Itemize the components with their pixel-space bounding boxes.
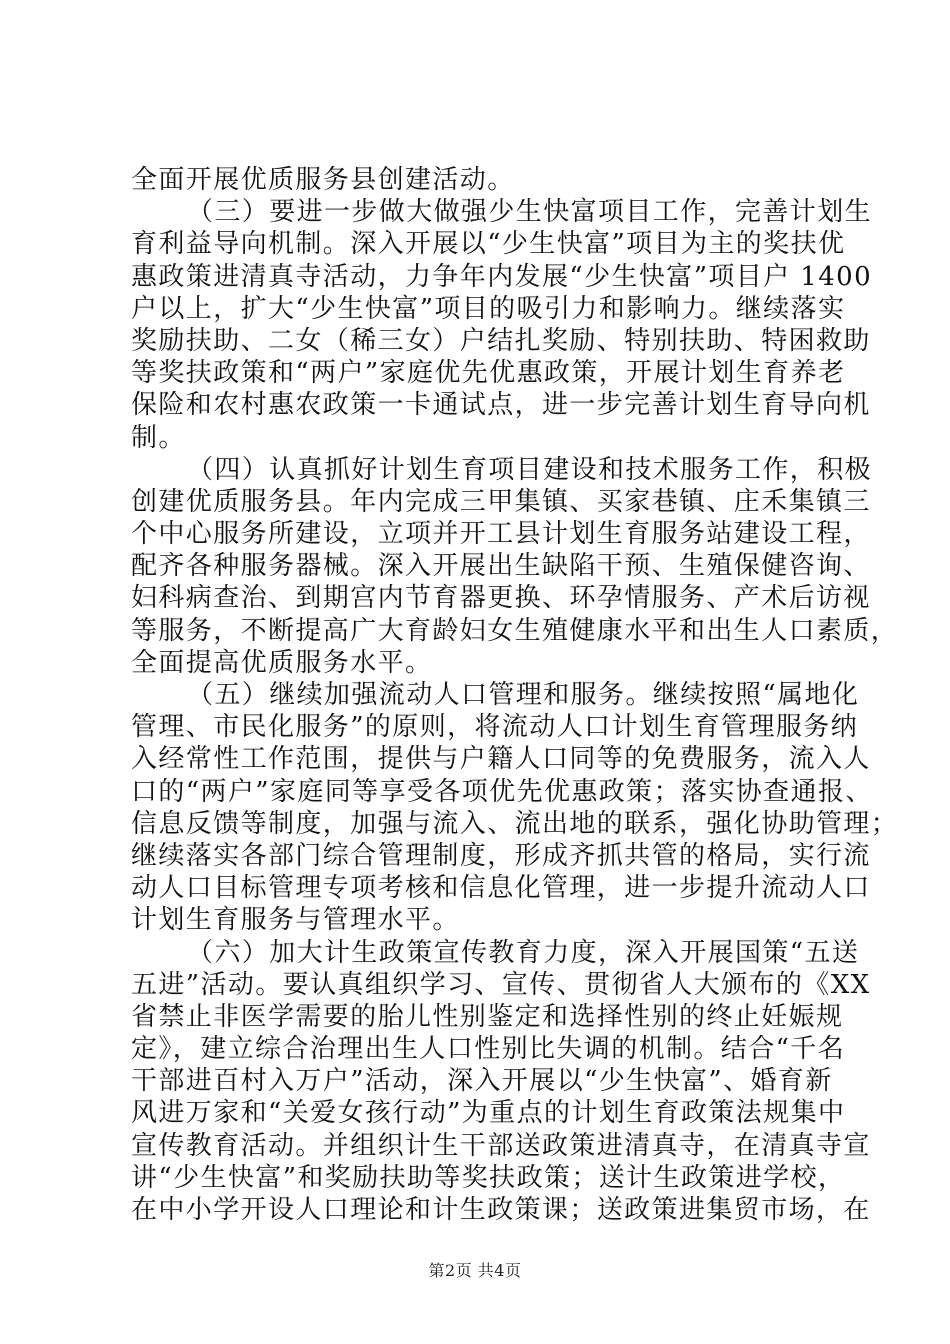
text-line: 等奖扶政策和“两户”家庭优先优惠政策，开展计划生育养老: [131, 358, 846, 389]
text-line: 全面开展优质服务县创建活动。: [131, 165, 515, 195]
paragraph: [131, 454, 899, 679]
text-line: 入经常性工作范围，提供与户籍人口同等的免费服务，流入人: [131, 744, 871, 775]
text-line: 制。: [131, 422, 186, 453]
document-body: [131, 164, 899, 1226]
text-line: 个中心服务所建设，立项并开工县计划生育服务站建设工程，: [131, 519, 871, 550]
text-line: 育利益导向机制。深入开展以“少生快富”项目为主的奖扶优: [131, 229, 846, 260]
text-line: 口的“两户”家庭同等享受各项优先优惠政策；落实协查通报、: [131, 776, 873, 807]
paragraph: [131, 937, 871, 1227]
text-line: 风进万家和“关爱女孩行动”为重点的计划生育政策法规集中: [131, 1098, 846, 1129]
text-line: （三）要进一步做大做强少生快富项目工作，完善计划生: [187, 197, 873, 228]
text-line: 省禁止非医学需要的胎儿性别鉴定和选择性别的终止妊娠规: [131, 1001, 844, 1032]
text-line: 创建优质服务县。年内完成三甲集镇、买家巷镇、庄禾集镇三: [131, 486, 871, 517]
text-line: 等服务，不断提高广大育龄妇女生殖健康水平和出生人口素质，: [131, 615, 899, 646]
text-line: 五进”活动。要认真组织学习、宣传、贯彻省人大颁布的《XX: [131, 969, 871, 1000]
text-line: （四）认真抓好计划生育项目建设和技术服务工作，积极: [187, 454, 873, 485]
text-line: 讲“少生快富”和奖励扶助等奖扶政策；送计生政策进学校，: [131, 1162, 846, 1193]
text-line: 保险和农村惠农政策一卡通试点，进一步完善计划生育导向机: [131, 390, 871, 421]
text-line: 宣传教育活动。并组织计生干部送政策进清真寺，在清真寺宣: [131, 1130, 871, 1161]
text-line: 户以上，扩大“少生快富”项目的吸引力和影响力。继续落实: [131, 293, 846, 324]
text-line: 继续落实各部门综合管理制度，形成齐抓共管的格局，实行流: [131, 840, 871, 871]
text-line: 妇科病查治、到期宫内节育器更换、环孕情服务、产术后访视: [131, 583, 871, 614]
paragraph: [131, 196, 873, 454]
page-number-footer: 第2页 共4页: [428, 1261, 522, 1280]
text-line: 全面提高优质服务水平。: [131, 647, 433, 678]
text-line: 动人口目标管理专项考核和信息化管理，进一步提升流动人口: [131, 873, 871, 904]
text-line: 干部进百村入万户”活动，深入开展以“少生快富”、婚育新: [131, 1066, 833, 1097]
paragraph: [131, 679, 899, 937]
text-line: （五）继续加强流动人口管理和服务。继续按照“属地化: [187, 680, 860, 710]
text-line: （六）加大计生政策宣传教育力度，深入开展国策“五送: [187, 937, 860, 968]
text-line: 管理、市民化服务”的原则，将流动人口计划生育管理服务纳: [131, 712, 859, 743]
text-line: 信息反馈等制度，加强与流入、流出地的联系，强化协助管理；: [131, 808, 899, 839]
paragraph: [131, 164, 831, 196]
text-line: 奖励扶助、二女（稀三女）户结扎奖励、特别扶助、特困救助: [131, 325, 871, 356]
text-line: 定》，建立综合治理出生人口性别比失调的机制。结合“千名: [131, 1034, 846, 1065]
text-line: 配齐各种服务器械。深入开展出生缺陷干预、生殖保健咨询、: [131, 551, 871, 582]
text-line: 惠政策进清真寺活动，力争年内发展“少生快富”项目户 1400: [131, 261, 873, 292]
text-line: 计划生育服务与管理水平。: [131, 905, 460, 936]
text-line: 在中小学开设人口理论和计生政策课；送政策进集贸市场，在: [131, 1195, 871, 1225]
